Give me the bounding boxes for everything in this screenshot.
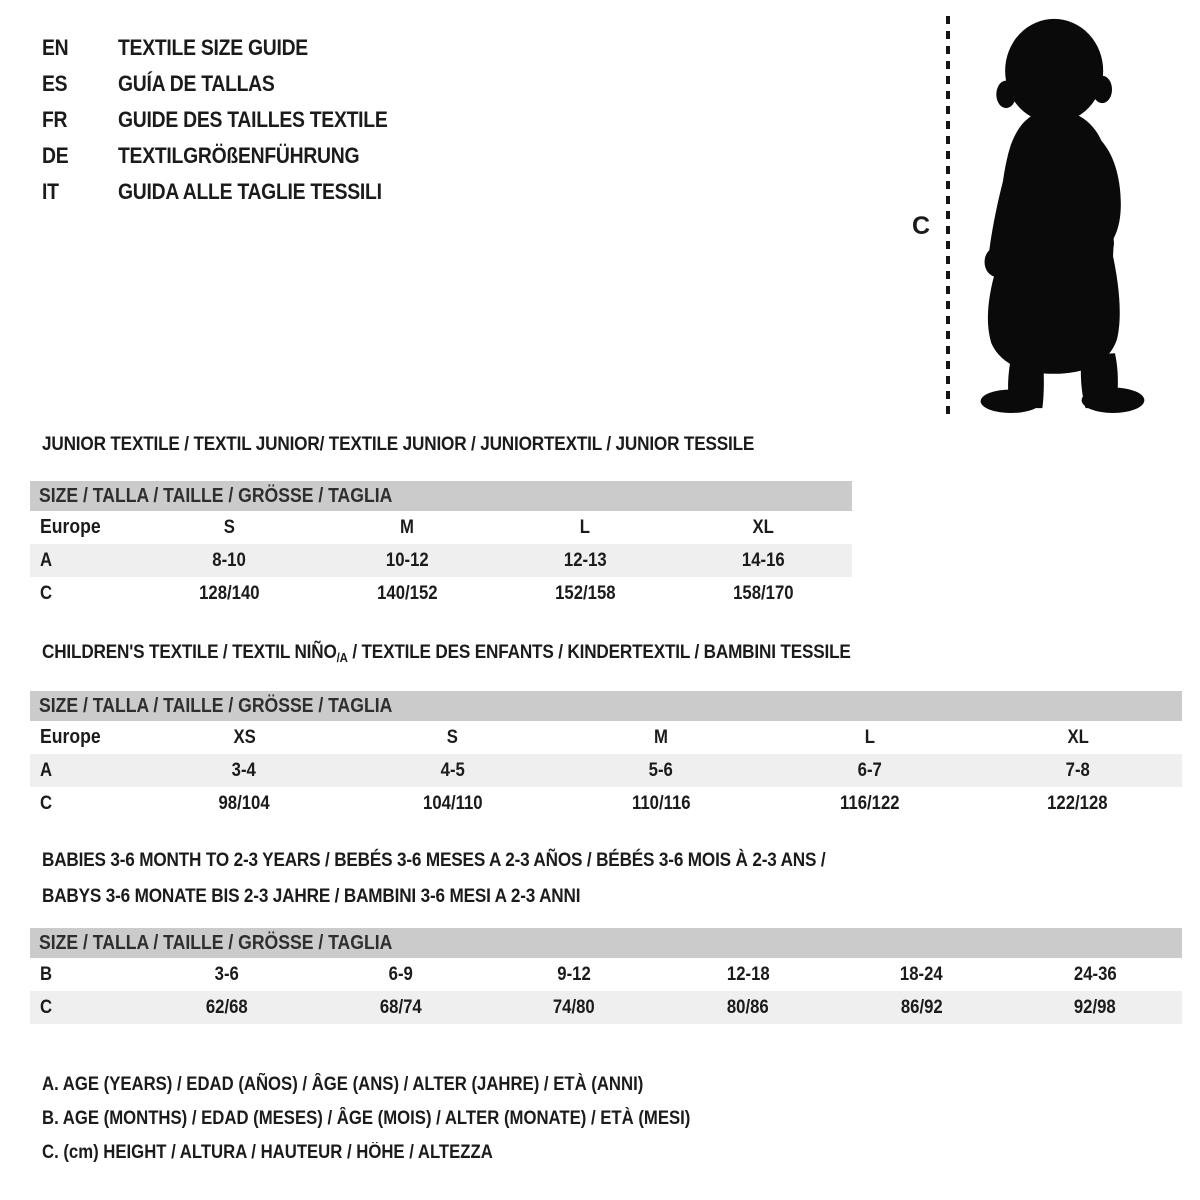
age-cell: 3-4	[232, 759, 257, 781]
row-label: B	[40, 963, 53, 985]
age-cell: 12-13	[563, 549, 607, 571]
list-item	[42, 102, 424, 138]
table-row	[30, 787, 1182, 820]
size-cell: XL	[1067, 726, 1089, 748]
guide-title: TEXTILGRÖßENFÜHRUNG	[118, 143, 360, 168]
height-cell: 62/68	[205, 996, 248, 1018]
size-header-bar: SIZE / TALLA / TAILLE / GRÖSSE / TAGLIA	[30, 481, 852, 511]
list-item	[42, 30, 424, 66]
row-label: Europe	[40, 726, 101, 748]
height-cell: 116/122	[839, 792, 900, 814]
babies-section-title-line1: BABIES 3-6 MONTH TO 2-3 YEARS / BEBÉS 3-6 MESES A 2-3 AÑOS / BÉBÉS 3-6 MOIS À 2-3 ANS /	[42, 849, 826, 871]
table-row	[30, 544, 852, 577]
age-cell: 18-24	[900, 963, 943, 985]
age-cell: 3-6	[214, 963, 239, 985]
row-label: A	[40, 549, 53, 571]
size-cell: XL	[752, 516, 774, 538]
language-code: IT	[42, 179, 59, 204]
size-cell: S	[223, 516, 235, 538]
height-cell: 86/92	[900, 996, 943, 1018]
size-cell: M	[654, 726, 668, 748]
table-row	[30, 958, 1182, 991]
size-cell: L	[579, 516, 591, 538]
size-cell: M	[400, 516, 414, 538]
language-guide-list	[42, 30, 424, 210]
children-size-table	[30, 691, 1182, 820]
row-label: C	[40, 582, 53, 604]
age-cell: 6-9	[388, 963, 413, 985]
height-cell: 122/128	[1047, 792, 1109, 814]
height-cell: 68/74	[379, 996, 422, 1018]
height-cell: 158/170	[732, 582, 794, 604]
age-cell: 9-12	[557, 963, 591, 985]
height-cell: 80/86	[726, 996, 769, 1018]
list-item	[42, 138, 424, 174]
age-cell: 4-5	[440, 759, 465, 781]
age-cell: 7-8	[1065, 759, 1090, 781]
language-code: DE	[42, 143, 69, 168]
height-cell: 92/98	[1074, 996, 1117, 1018]
babies-section-title-line2: BABYS 3-6 MONATE BIS 2-3 JAHRE / BAMBINI 3-6 MESI A 2-3 ANNI	[42, 885, 581, 907]
age-cell: 14-16	[741, 549, 785, 571]
height-cell: 74/80	[553, 996, 596, 1018]
age-cell: 6-7	[857, 759, 882, 781]
height-cell: 98/104	[218, 792, 270, 814]
height-cell: 128/140	[198, 582, 260, 604]
size-cell: S	[447, 726, 459, 748]
age-cell: 8-10	[212, 549, 246, 571]
table-row	[30, 721, 1182, 754]
row-label: Europe	[40, 516, 101, 538]
guide-title: GUIDA ALLE TAGLIE TESSILI	[118, 179, 382, 204]
age-cell: 24-36	[1073, 963, 1117, 985]
age-cell: 10-12	[385, 549, 429, 571]
children-section-title: CHILDREN'S TEXTILE / TEXTIL $NIÑO_{/A}$ / TEXTILE DES ENFANTS / KINDERTEXTIL / BAMBINI TESSILE	[42, 641, 851, 665]
language-code: ES	[42, 71, 68, 96]
junior-section-title: JUNIOR TEXTILE / TEXTIL JUNIOR/ TEXTILE JUNIOR / JUNIORTEXTIL / JUNIOR TESSILE	[42, 433, 755, 455]
babies-size-table	[30, 928, 1182, 1024]
height-cell: 104/110	[422, 792, 483, 814]
row-label: C	[40, 792, 53, 814]
list-item	[42, 174, 424, 210]
table-row	[30, 754, 1182, 787]
height-cell: 152/158	[554, 582, 616, 604]
row-label: A	[40, 759, 53, 781]
guide-title: GUÍA DE TALLAS	[118, 71, 275, 96]
height-cell: 140/152	[376, 582, 438, 604]
table-row	[30, 991, 1182, 1024]
age-cell: 12-18	[726, 963, 770, 985]
table-row	[30, 577, 852, 610]
size-cell: XS	[233, 726, 256, 748]
legend-line-c: C. (cm) HEIGHT / ALTURA / HAUTEUR / HÖHE / ALTEZZA	[42, 1142, 493, 1163]
size-cell: L	[864, 726, 875, 748]
height-cell: 110/116	[631, 792, 691, 814]
size-header-bar: SIZE / TALLA / TAILLE / GRÖSSE / TAGLIA	[30, 928, 1182, 958]
size-header-bar: SIZE / TALLA / TAILLE / GRÖSSE / TAGLIA	[30, 691, 1182, 721]
nino-a-subscript: /A	[336, 650, 348, 665]
list-item	[42, 66, 424, 102]
legend-line-a: A. AGE (YEARS) / EDAD (AÑOS) / ÂGE (ANS) / ALTER (JAHRE) / ETÀ (ANNI)	[42, 1074, 644, 1095]
language-code: FR	[42, 107, 68, 132]
age-cell: 5-6	[648, 759, 674, 781]
guide-title: GUIDE DES TAILLES TEXTILE	[118, 107, 388, 132]
guide-title: TEXTILE SIZE GUIDE	[118, 35, 308, 60]
row-label: C	[40, 996, 53, 1018]
legend	[42, 1068, 779, 1170]
table-row	[30, 511, 852, 544]
legend-line-b: B. AGE (MONTHS) / EDAD (MESES) / ÂGE (MOIS) / ALTER (MONATE) / ETÀ (MESI)	[42, 1108, 691, 1129]
baby-silhouette-icon	[962, 12, 1162, 414]
language-code: EN	[42, 35, 69, 60]
height-measure-dashed-line	[946, 16, 950, 416]
junior-size-table	[30, 481, 852, 610]
height-measure-label: C	[912, 212, 931, 240]
